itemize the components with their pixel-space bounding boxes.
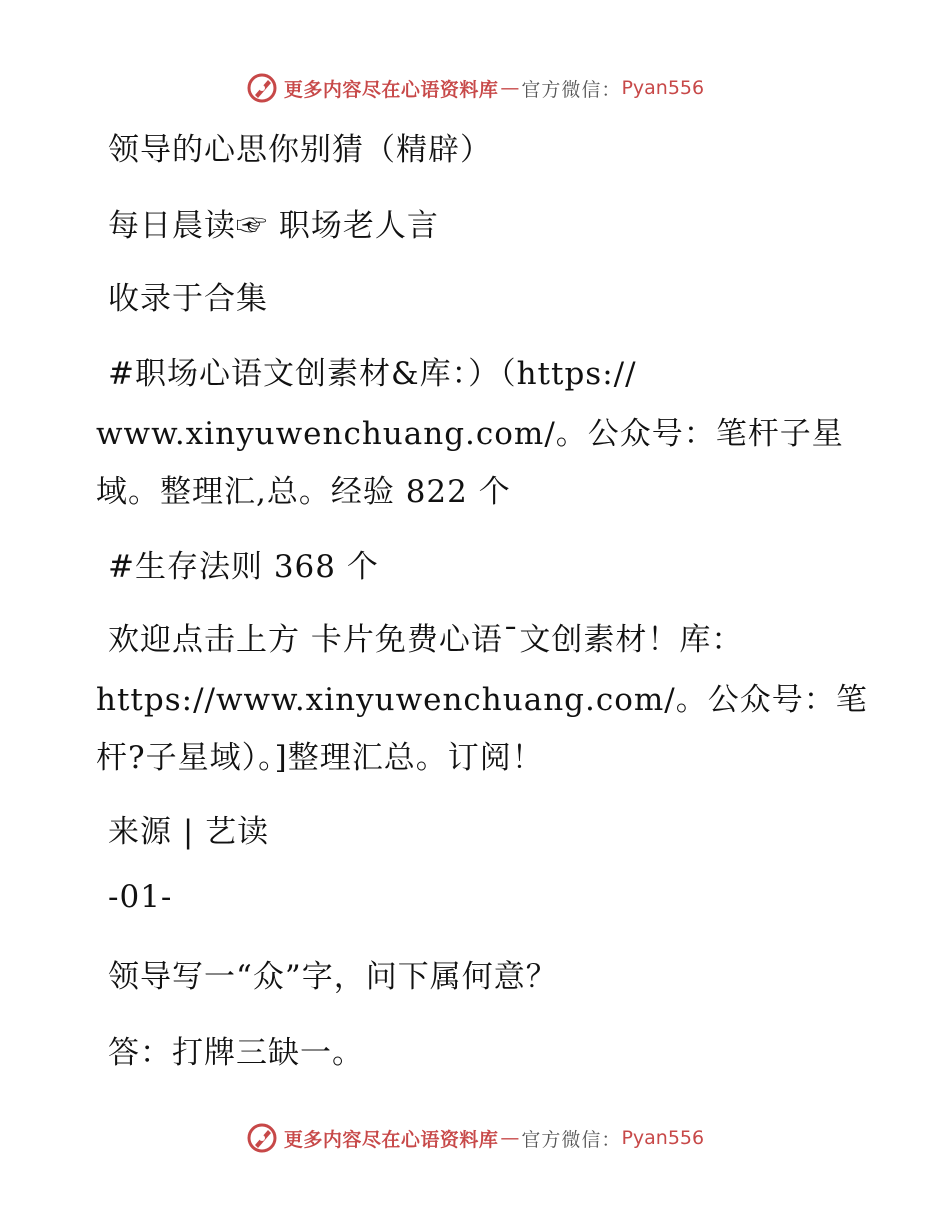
- watermark-wechat-id: Pyan556: [621, 77, 705, 99]
- answer-1: 答：打牌三缺一。: [108, 1035, 364, 1071]
- tag-line-2: www.xinyuwenchuang.com/。公众号：笔杆子星: [96, 416, 844, 452]
- watermark-dash: —: [500, 77, 520, 99]
- watermark-footer: [0, 1122, 950, 1154]
- seal-pen-icon: [246, 72, 278, 104]
- welcome-line-3: 杆?子星域）。]整理汇总。订阅！: [96, 740, 544, 776]
- watermark-dash: —: [500, 1127, 520, 1149]
- watermark-header: [0, 72, 950, 104]
- tag-survival: #生存法则 368 个: [108, 549, 379, 585]
- watermark-official-label: 官方微信：: [521, 1128, 622, 1151]
- watermark-text: 更多内容尽在心语资料库: [283, 78, 499, 101]
- seal-pen-icon: [246, 1122, 278, 1154]
- watermark-text: 更多内容尽在心语资料库: [283, 1128, 499, 1151]
- doc-title: 领导的心思你别猜（精辟）: [108, 132, 492, 168]
- question-1: 领导写一“众”字，问下属何意？: [108, 959, 558, 995]
- watermark-official-label: 官方微信：: [521, 78, 622, 101]
- tag-line-3: 域。整理汇,总。经验 822 个: [96, 474, 511, 510]
- tag-line-1: #职场心语文创素材&库：）（https://: [108, 356, 637, 392]
- doc-subtitle: 每日晨读☞ 职场老人言: [108, 208, 439, 244]
- watermark-wechat-id: Pyan556: [621, 1127, 705, 1149]
- welcome-line-1: 欢迎点击上方 卡片免费心语¯文创素材！库：: [108, 622, 744, 658]
- section-number: -01-: [108, 879, 173, 915]
- welcome-line-2: https://www.xinyuwenchuang.com/。公众号：笔: [96, 682, 868, 718]
- collection-label: 收录于合集: [108, 281, 268, 317]
- source-line: 来源 | 艺读: [108, 814, 270, 850]
